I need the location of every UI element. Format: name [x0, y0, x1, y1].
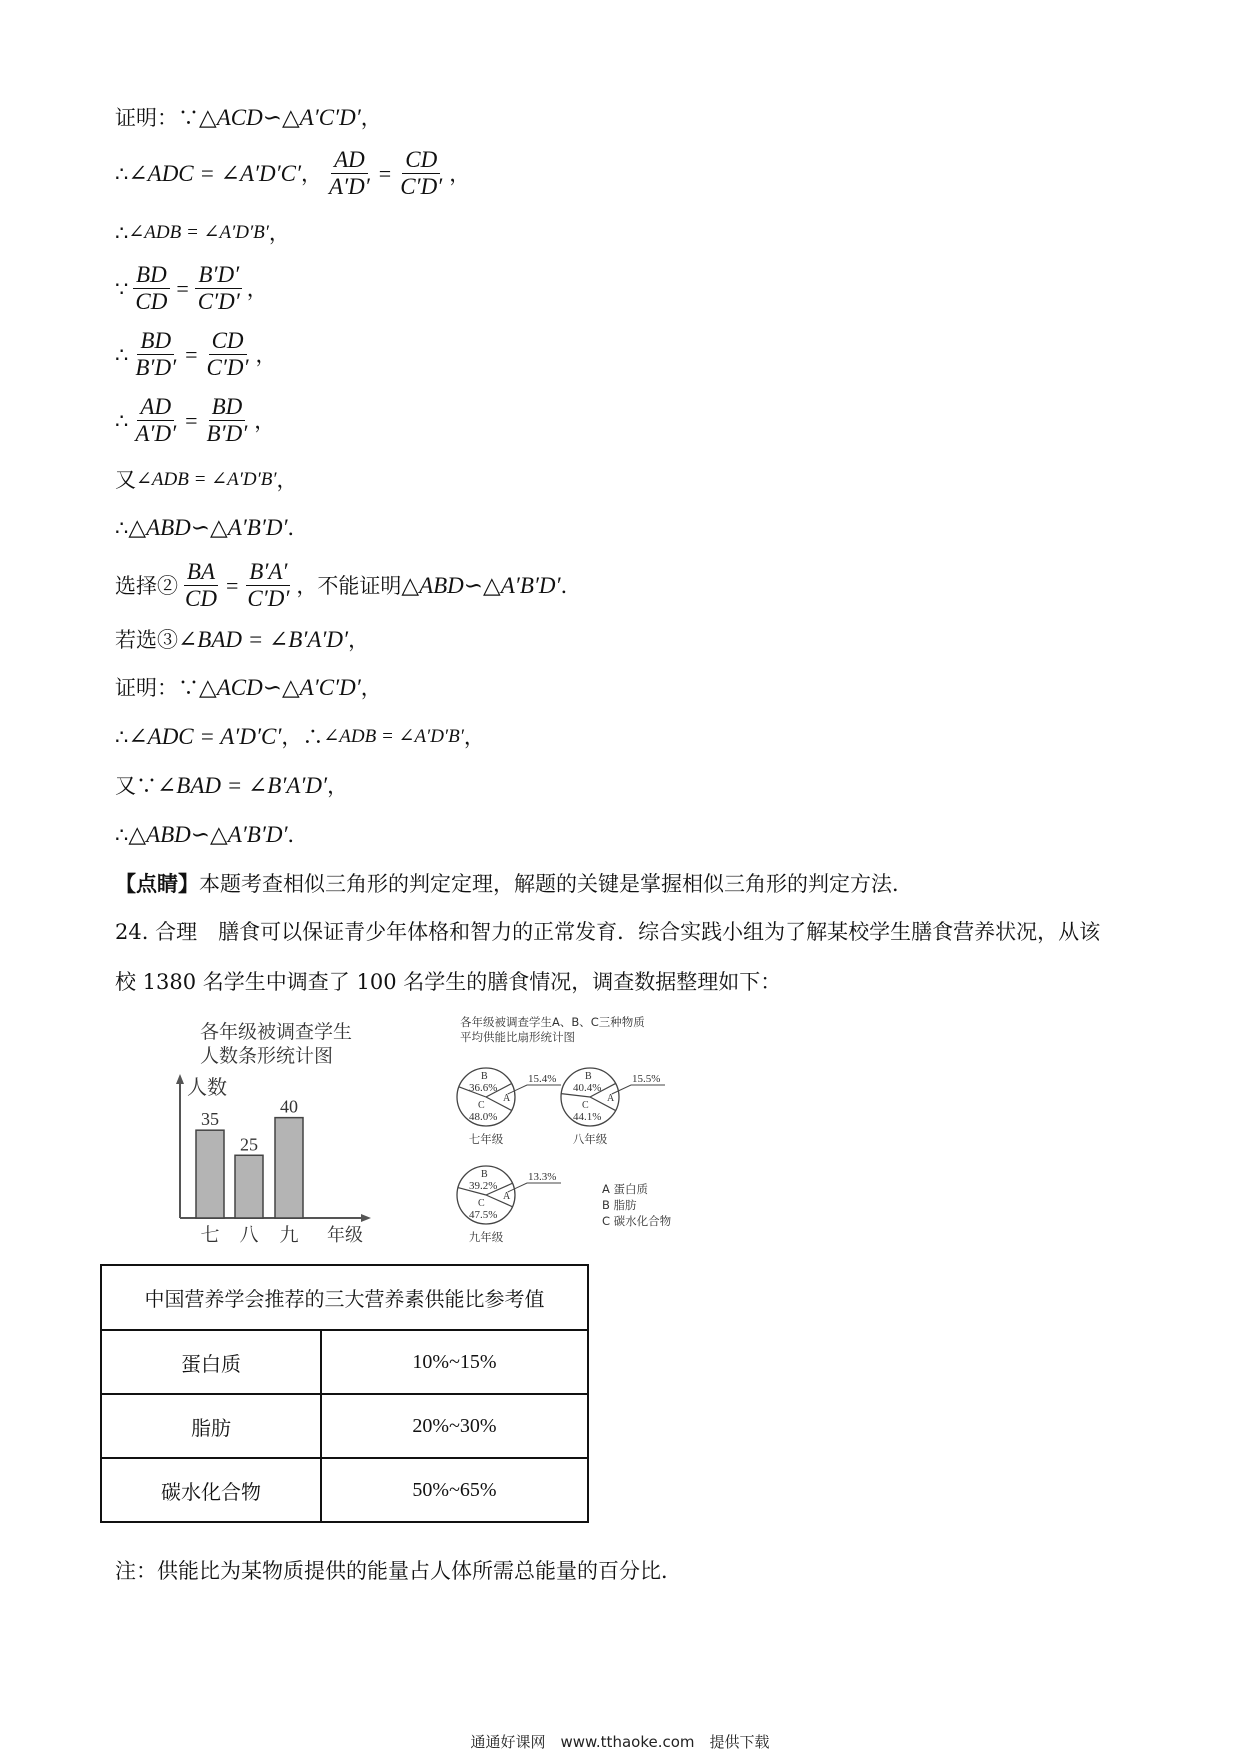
equals-sign: = — [185, 341, 198, 367]
therefore-symbol: ∴ — [115, 342, 129, 367]
proof-text: 选择② — [115, 573, 178, 598]
pie-slice-letter: A — [607, 1093, 615, 1104]
pie-grade-label: 七年级 — [468, 1132, 504, 1146]
denominator: A′D′ — [329, 174, 370, 199]
pie-slice-value: 40.4% — [573, 1082, 602, 1094]
table-title: 中国营养学会推荐的三大营养素供能比参考值 — [101, 1265, 588, 1330]
bar-value-label: 40 — [280, 1096, 298, 1117]
math-expression: △ACD∽△A′C′D′ — [199, 675, 361, 700]
pie-slice-letter: B — [481, 1071, 488, 1082]
math-expression: ∠ADB = ∠A′D′B′ — [128, 222, 269, 243]
punctuation: ， — [449, 161, 471, 186]
question-line-1: 24. 合理 膳食可以保证青少年体格和智力的正常发育．综合实践小组为了解某校学生膳食营养状况，从该 — [115, 920, 1101, 944]
pie-slice-value: 15.5% — [632, 1073, 661, 1085]
fraction — [132, 394, 179, 447]
punctuation: ， — [348, 628, 370, 652]
pie-slice-divider — [561, 1094, 590, 1097]
punctuation: ， — [301, 161, 323, 186]
proof-text: 又 — [115, 468, 136, 492]
proof-line-11 — [115, 674, 382, 702]
bar-value-label: 35 — [201, 1109, 219, 1130]
table-note: 注：供能比为某物质提供的能量占人体所需总能量的百分比． — [115, 1559, 682, 1583]
fraction — [182, 559, 220, 612]
denominator: C′D′ — [197, 289, 240, 314]
legend-item-a: A 蛋白质 — [602, 1182, 649, 1196]
math-expression: ∠ADB = ∠A′D′B′ — [136, 469, 277, 490]
bar-series — [196, 1097, 303, 1246]
math-expression: △ABD∽△A′B′D′ — [128, 822, 288, 847]
pie-slice-letter: C — [478, 1198, 485, 1209]
therefore-symbol: ∴ — [115, 725, 129, 749]
pie-title-1: 各年级被调查学生A、B、C三种物质 — [460, 1015, 645, 1029]
pie-title-2: 平均供能比扇形统计图 — [460, 1030, 575, 1044]
equals-sign: = — [225, 572, 239, 598]
legend-item-b: B 脂肪 — [602, 1198, 637, 1212]
denominator: CD — [185, 586, 217, 611]
fraction — [326, 147, 373, 200]
bar — [235, 1155, 263, 1218]
table-row — [101, 1330, 588, 1394]
comment-text: 本题考查相似三角形的判定定理，解题的关键是掌握相似三角形的判定方法． — [199, 872, 913, 896]
numerator: AD — [331, 147, 368, 174]
math-expression: △ACD∽△A′C′D′ — [199, 105, 361, 130]
pie-slice-letter: A — [503, 1093, 511, 1104]
numerator: BD — [209, 394, 246, 421]
numerator: B′D′ — [195, 262, 242, 289]
proof-line-1 — [115, 104, 382, 132]
equals-sign: = — [378, 160, 392, 186]
fraction — [244, 559, 292, 612]
numerator: BD — [133, 262, 170, 289]
math-expression: ∠ADC = ∠A′D′C′ — [128, 160, 302, 186]
page-footer: 通通好课网 www.tthaoke.com 提供下载 — [470, 1733, 770, 1751]
pie-slice-letter: B — [585, 1071, 592, 1082]
therefore-symbol: ∴ — [115, 221, 129, 245]
proof-line-2 — [115, 147, 470, 200]
legend-item-c: C 碳水化合物 — [602, 1214, 672, 1228]
denominator: A′D′ — [135, 421, 177, 446]
fraction — [204, 394, 251, 447]
denominator: C′D′ — [400, 174, 443, 199]
pie-charts — [450, 1012, 720, 1257]
table-row — [101, 1394, 588, 1458]
denominator: CD — [135, 289, 168, 314]
fraction — [397, 147, 445, 200]
pie-slice-value: 47.5% — [469, 1209, 498, 1221]
proof-line-4 — [115, 262, 268, 315]
punctuation: ． — [560, 573, 582, 598]
bar-value-label: 25 — [240, 1134, 258, 1155]
fraction — [132, 262, 170, 315]
proof-line-13 — [115, 772, 348, 800]
punctuation: ， — [268, 221, 290, 245]
math-expression: ∠BAD = ∠B′A′D′ — [157, 773, 328, 798]
therefore-symbol: ∴ — [115, 408, 129, 433]
math-expression: △ABD∽△A′B′D′ — [401, 572, 561, 598]
because-symbol: ∵ — [115, 276, 129, 301]
table-header-row — [101, 1265, 588, 1330]
proof-text: 又∵ — [115, 774, 157, 798]
numerator: CD — [402, 147, 440, 174]
x-tick-label: 七 — [200, 1224, 220, 1246]
proof-line-12 — [115, 723, 485, 751]
nutrient-range: 20%~30% — [321, 1394, 588, 1458]
punctuation: ， — [360, 106, 382, 130]
bar-chart-title-2: 人数条形统计图 — [200, 1045, 334, 1067]
proof-text: ，不能证明 — [296, 573, 402, 598]
question-line-2: 校 1380 名学生中调查了 100 名学生的膳食情况，调查数据整理如下： — [115, 970, 782, 994]
proof-line-7 — [115, 466, 298, 494]
math-expression: △ABD∽△A′B′D′ — [128, 515, 288, 540]
pie-leader-line — [508, 1183, 561, 1192]
proof-text: 证明：∵ — [115, 106, 199, 130]
x-tick-label: 八 — [239, 1224, 259, 1246]
therefore-symbol: ∴ — [115, 823, 129, 847]
proof-text: ，∴ — [281, 725, 324, 749]
pie-slice-letter: A — [503, 1191, 511, 1202]
nutrient-name: 脂肪 — [101, 1394, 321, 1458]
numerator: BD — [137, 328, 174, 355]
pie-slice-letter: C — [582, 1100, 589, 1111]
punctuation: ， — [360, 676, 382, 700]
x-tick-label: 九 — [279, 1224, 299, 1246]
proof-line-8 — [115, 514, 309, 542]
math-expression: ∠ADB = ∠A′D′B′ — [323, 726, 464, 747]
equals-sign: = — [185, 407, 198, 433]
proof-line-3 — [115, 219, 290, 247]
numerator: AD — [137, 394, 174, 421]
proof-line-9 — [115, 559, 582, 612]
math-expression: ∠BAD = ∠B′A′D′ — [178, 627, 349, 652]
pie-slice-value: 15.4% — [528, 1073, 557, 1085]
punctuation: ， — [463, 725, 485, 749]
reference-table — [100, 1264, 589, 1523]
proof-line-5 — [115, 328, 277, 381]
numerator: BA — [184, 559, 218, 586]
pie-slice-letter: C — [478, 1100, 485, 1111]
punctuation: ， — [246, 276, 268, 301]
pie-slice-value: 36.6% — [469, 1082, 498, 1094]
bar-chart — [165, 1018, 395, 1248]
punctuation: ， — [254, 408, 276, 433]
pie-grade-label: 八年级 — [572, 1132, 608, 1146]
nutrient-name: 蛋白质 — [101, 1330, 321, 1394]
proof-line-10 — [115, 626, 369, 654]
comment-line — [115, 870, 913, 898]
nutrient-range: 10%~15% — [321, 1330, 588, 1394]
y-axis-label: 人数 — [187, 1075, 227, 1099]
pie-slice-value: 44.1% — [573, 1111, 602, 1123]
pie-slice-value: 13.3% — [528, 1171, 557, 1183]
y-axis-arrow-icon — [176, 1074, 184, 1084]
table-row — [101, 1458, 588, 1522]
punctuation: ． — [287, 823, 309, 847]
fraction — [195, 262, 243, 315]
denominator: C′D′ — [206, 355, 249, 380]
therefore-symbol: ∴ — [115, 161, 129, 186]
punctuation: ， — [327, 774, 349, 798]
bar — [196, 1130, 224, 1218]
pie-slice-letter: B — [481, 1169, 488, 1180]
nutrient-name: 碳水化合物 — [101, 1458, 321, 1522]
x-axis-label: 年级 — [327, 1225, 363, 1246]
proof-line-14 — [115, 821, 309, 849]
equals-sign: = — [176, 275, 189, 301]
pie-leader-line — [612, 1085, 665, 1094]
proof-text: 若选③ — [115, 628, 178, 652]
denominator: B′D′ — [135, 355, 177, 380]
denominator: C′D′ — [247, 586, 290, 611]
therefore-symbol: ∴ — [115, 516, 129, 540]
numerator: CD — [209, 328, 247, 355]
numerator: B′A′ — [246, 559, 290, 586]
punctuation: ， — [255, 342, 277, 367]
nutrient-range: 50%~65% — [321, 1458, 588, 1522]
comment-tag: 【点睛】 — [115, 871, 199, 896]
proof-line-6 — [115, 394, 275, 447]
fraction — [132, 328, 179, 381]
bar-chart-title-1: 各年级被调查学生 — [200, 1021, 353, 1043]
pie-grade-label: 九年级 — [468, 1230, 504, 1244]
fraction — [204, 328, 252, 381]
punctuation: ． — [287, 516, 309, 540]
pie-slice-value: 48.0% — [469, 1111, 498, 1123]
x-axis-arrow-icon — [361, 1214, 371, 1222]
proof-text: 证明：∵ — [115, 676, 199, 700]
punctuation: ， — [276, 468, 298, 492]
denominator: B′D′ — [206, 421, 248, 446]
pie-leader-line — [508, 1085, 561, 1094]
pie-slice-value: 39.2% — [469, 1180, 498, 1192]
bar — [275, 1118, 303, 1218]
math-expression: ∠ADC = A′D′C′ — [128, 724, 282, 749]
